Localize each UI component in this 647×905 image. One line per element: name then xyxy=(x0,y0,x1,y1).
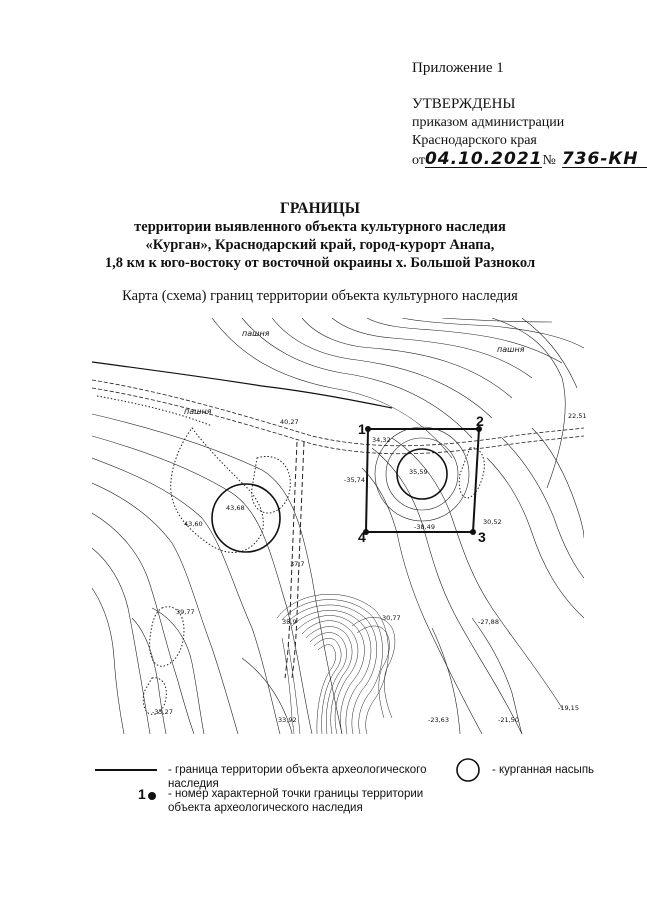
date-prefix: от xyxy=(412,153,425,168)
title-line-2: территории выявленного объекта культурного наследия xyxy=(134,219,506,235)
order-date: 04.10.2021 xyxy=(424,149,543,169)
road xyxy=(92,380,584,454)
elevation-mark: 30,77 xyxy=(382,614,401,622)
document-title: ГРАНИЦЫ xyxy=(280,200,360,217)
elevation-mark: 33,92 xyxy=(278,716,297,724)
appendix-label: Приложение 1 xyxy=(412,60,504,76)
boundary-map xyxy=(92,318,587,734)
field-boundary xyxy=(92,362,392,408)
contour-lines xyxy=(92,318,584,734)
elevation-mark: -19,15 xyxy=(558,704,579,712)
order-date-line xyxy=(412,149,647,169)
order-number: 736-КН xyxy=(562,152,647,168)
approved-by-line: приказом администрации xyxy=(412,115,565,130)
legend-point-dot xyxy=(146,790,158,802)
number-label: № xyxy=(542,153,556,168)
boundary-point-3 xyxy=(470,529,476,535)
point-label-1: 1 xyxy=(358,421,366,437)
elevation-mark: -35,74 xyxy=(344,476,365,484)
legend-point-number: 1 xyxy=(138,786,146,802)
elevation-mark: 40,27 xyxy=(280,418,299,426)
legend-point-text xyxy=(168,787,423,815)
elevation-mark: -35,27 xyxy=(152,708,173,716)
title-line-4: 1,8 км к юго-востоку от восточной окраины х. Большой Разнокол xyxy=(104,255,536,271)
vegetation-areas xyxy=(143,428,484,714)
ravine-contours xyxy=(277,594,395,734)
map-subtitle: Карта (схема) границ территории объекта культурного наследия xyxy=(122,288,518,304)
legend-mound-symbol xyxy=(454,756,482,784)
legend-boundary-line xyxy=(95,769,157,771)
legend-boundary-line-1: - граница территории объекта археологического xyxy=(168,764,427,776)
legend-point-line-1: - номер характерной точки границы территории xyxy=(168,788,424,800)
elevation-mark: 39,77 xyxy=(176,608,195,616)
elevation-mark: 22,51 xyxy=(568,412,587,420)
point-label-2: 2 xyxy=(476,413,484,429)
legend-boundary-line-2: наследия xyxy=(168,778,219,790)
elevation-mark: -23,63 xyxy=(428,716,449,724)
approved-region-line: Краснодарского края xyxy=(412,133,537,148)
mound-west xyxy=(212,484,280,552)
field-label: пашня xyxy=(497,345,525,354)
legend-mound-text: - курганная насыпь xyxy=(492,764,595,776)
elevation-mark: 35,59 xyxy=(409,468,428,476)
point-label-3: 3 xyxy=(478,529,486,545)
legend-point-line-2: объекта археологического наследия xyxy=(168,802,363,814)
elevation-mark: 43,68 xyxy=(226,504,245,512)
elevation-mark: 34,32 xyxy=(372,436,391,444)
elevation-mark: 30,52 xyxy=(483,518,502,526)
boundary-point-1 xyxy=(365,426,371,432)
elevation-mark: -21,50 xyxy=(498,716,519,724)
point-label-4: 4 xyxy=(358,529,366,545)
approved-heading: УТВЕРЖДЕНЫ xyxy=(412,96,516,112)
field-label: пашня xyxy=(242,329,270,338)
field-label: пашня xyxy=(184,407,212,416)
elevation-mark: -38,49 xyxy=(414,523,435,531)
elevation-mark: 35,9 xyxy=(282,618,297,626)
elevation-mark: 37,7 xyxy=(290,560,305,568)
elevation-mark: 43,60 xyxy=(184,520,203,528)
heritage-boundary xyxy=(366,429,479,532)
title-line-3: «Курган», Краснодарский край, город-курорт Анапа, xyxy=(145,237,495,253)
elevation-mark: -27,88 xyxy=(478,618,499,626)
